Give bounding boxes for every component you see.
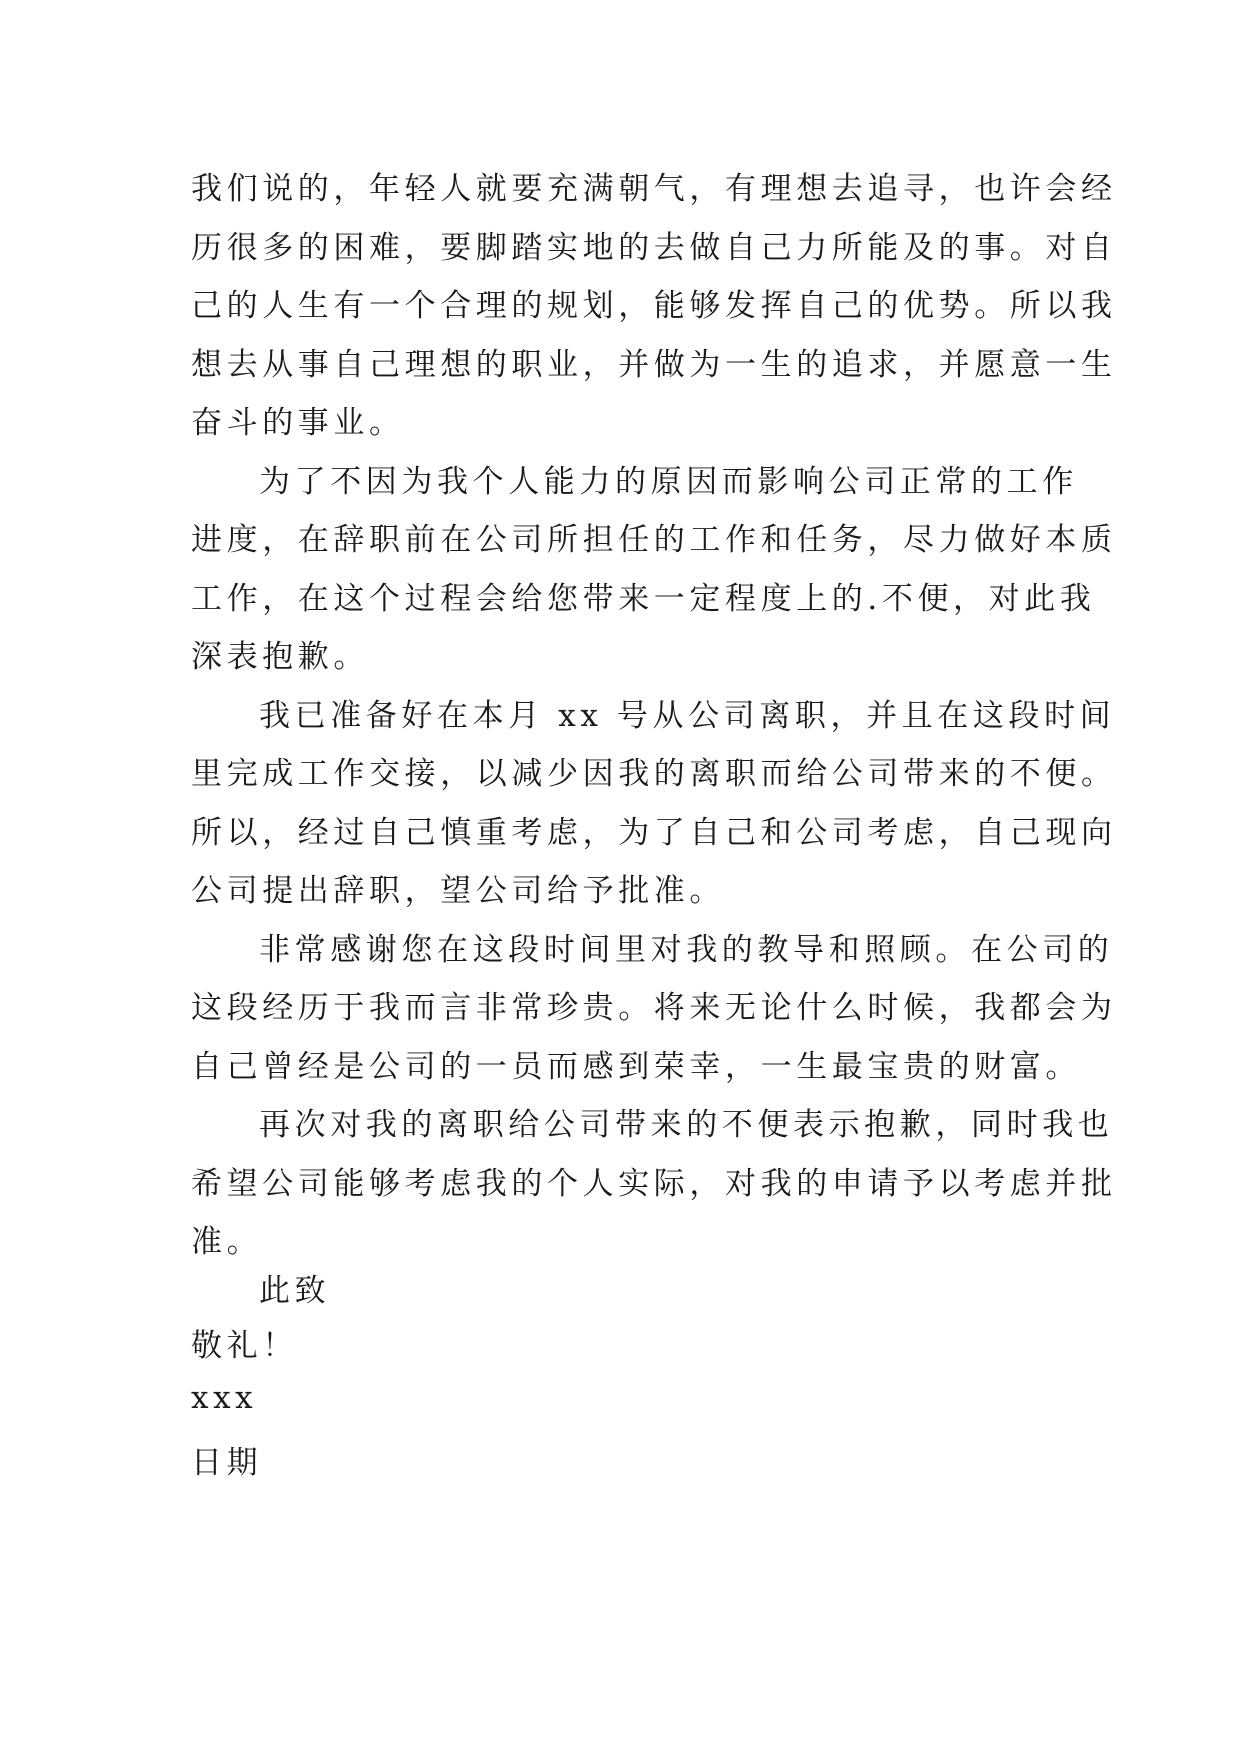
text-line: 工作，在这个过程会给您带来一定程度上的.不便，对此我 xyxy=(191,580,1096,617)
text-line: 历很多的困难，要脚踏实地的去做自己力所能及的事。对自 xyxy=(191,229,1117,266)
closing-salutation: 此致 xyxy=(259,1273,331,1309)
letter-date: 日期 xyxy=(191,1445,263,1481)
letter-body xyxy=(191,160,1117,1272)
text-line: 深表抱歉。 xyxy=(191,639,369,675)
text-line: 公司提出辞职，望公司给予批准。 xyxy=(191,873,725,909)
text-line: 想去从事自己理想的职业，并做为一生的追求，并愿意一生 xyxy=(191,346,1117,383)
text-line: 准。 xyxy=(191,1224,263,1260)
text-line: 自己曾经是公司的一员而感到荣幸，一生最宝贵的财富。 xyxy=(191,1048,1081,1085)
text-line: 进度，在辞职前在公司所担任的工作和任务，尽力做好本质 xyxy=(191,522,1117,558)
text-line: 所以，经过自己慎重考虑，为了自己和公司考虑，自己现向 xyxy=(191,814,1117,851)
text-line: 为了不因为我个人能力的原因而影响公司正常的工作 xyxy=(259,463,1078,500)
text-line: 我们说的，年轻人就要充满朝气，有理想去追寻，也许会经 xyxy=(191,171,1117,207)
text-line: 己的人生有一个合理的规划，能够发挥自己的优势。所以我 xyxy=(191,288,1117,324)
text-line: 再次对我的离职给公司带来的不便表示抱歉，同时我也 xyxy=(259,1107,1114,1143)
closing-regards: 敬礼！ xyxy=(191,1328,298,1364)
text-line: 我已准备好在本月 xx 号从公司离职，并且在这段时间 xyxy=(259,697,1116,734)
text-line: 奋斗的事业。 xyxy=(191,405,405,441)
text-line: 这段经历于我而言非常珍贵。将来无论什么时候，我都会为 xyxy=(191,990,1117,1026)
text-line: 希望公司能够考虑我的个人实际，对我的申请予以考虑并批 xyxy=(191,1165,1117,1202)
text-line: 非常感谢您在这段时间里对我的教导和照顾。在公司的 xyxy=(259,931,1114,968)
text-line: 里完成工作交接，以减少因我的离职而给公司带来的不便。 xyxy=(191,756,1117,792)
signer-name: xxx xyxy=(191,1380,258,1416)
